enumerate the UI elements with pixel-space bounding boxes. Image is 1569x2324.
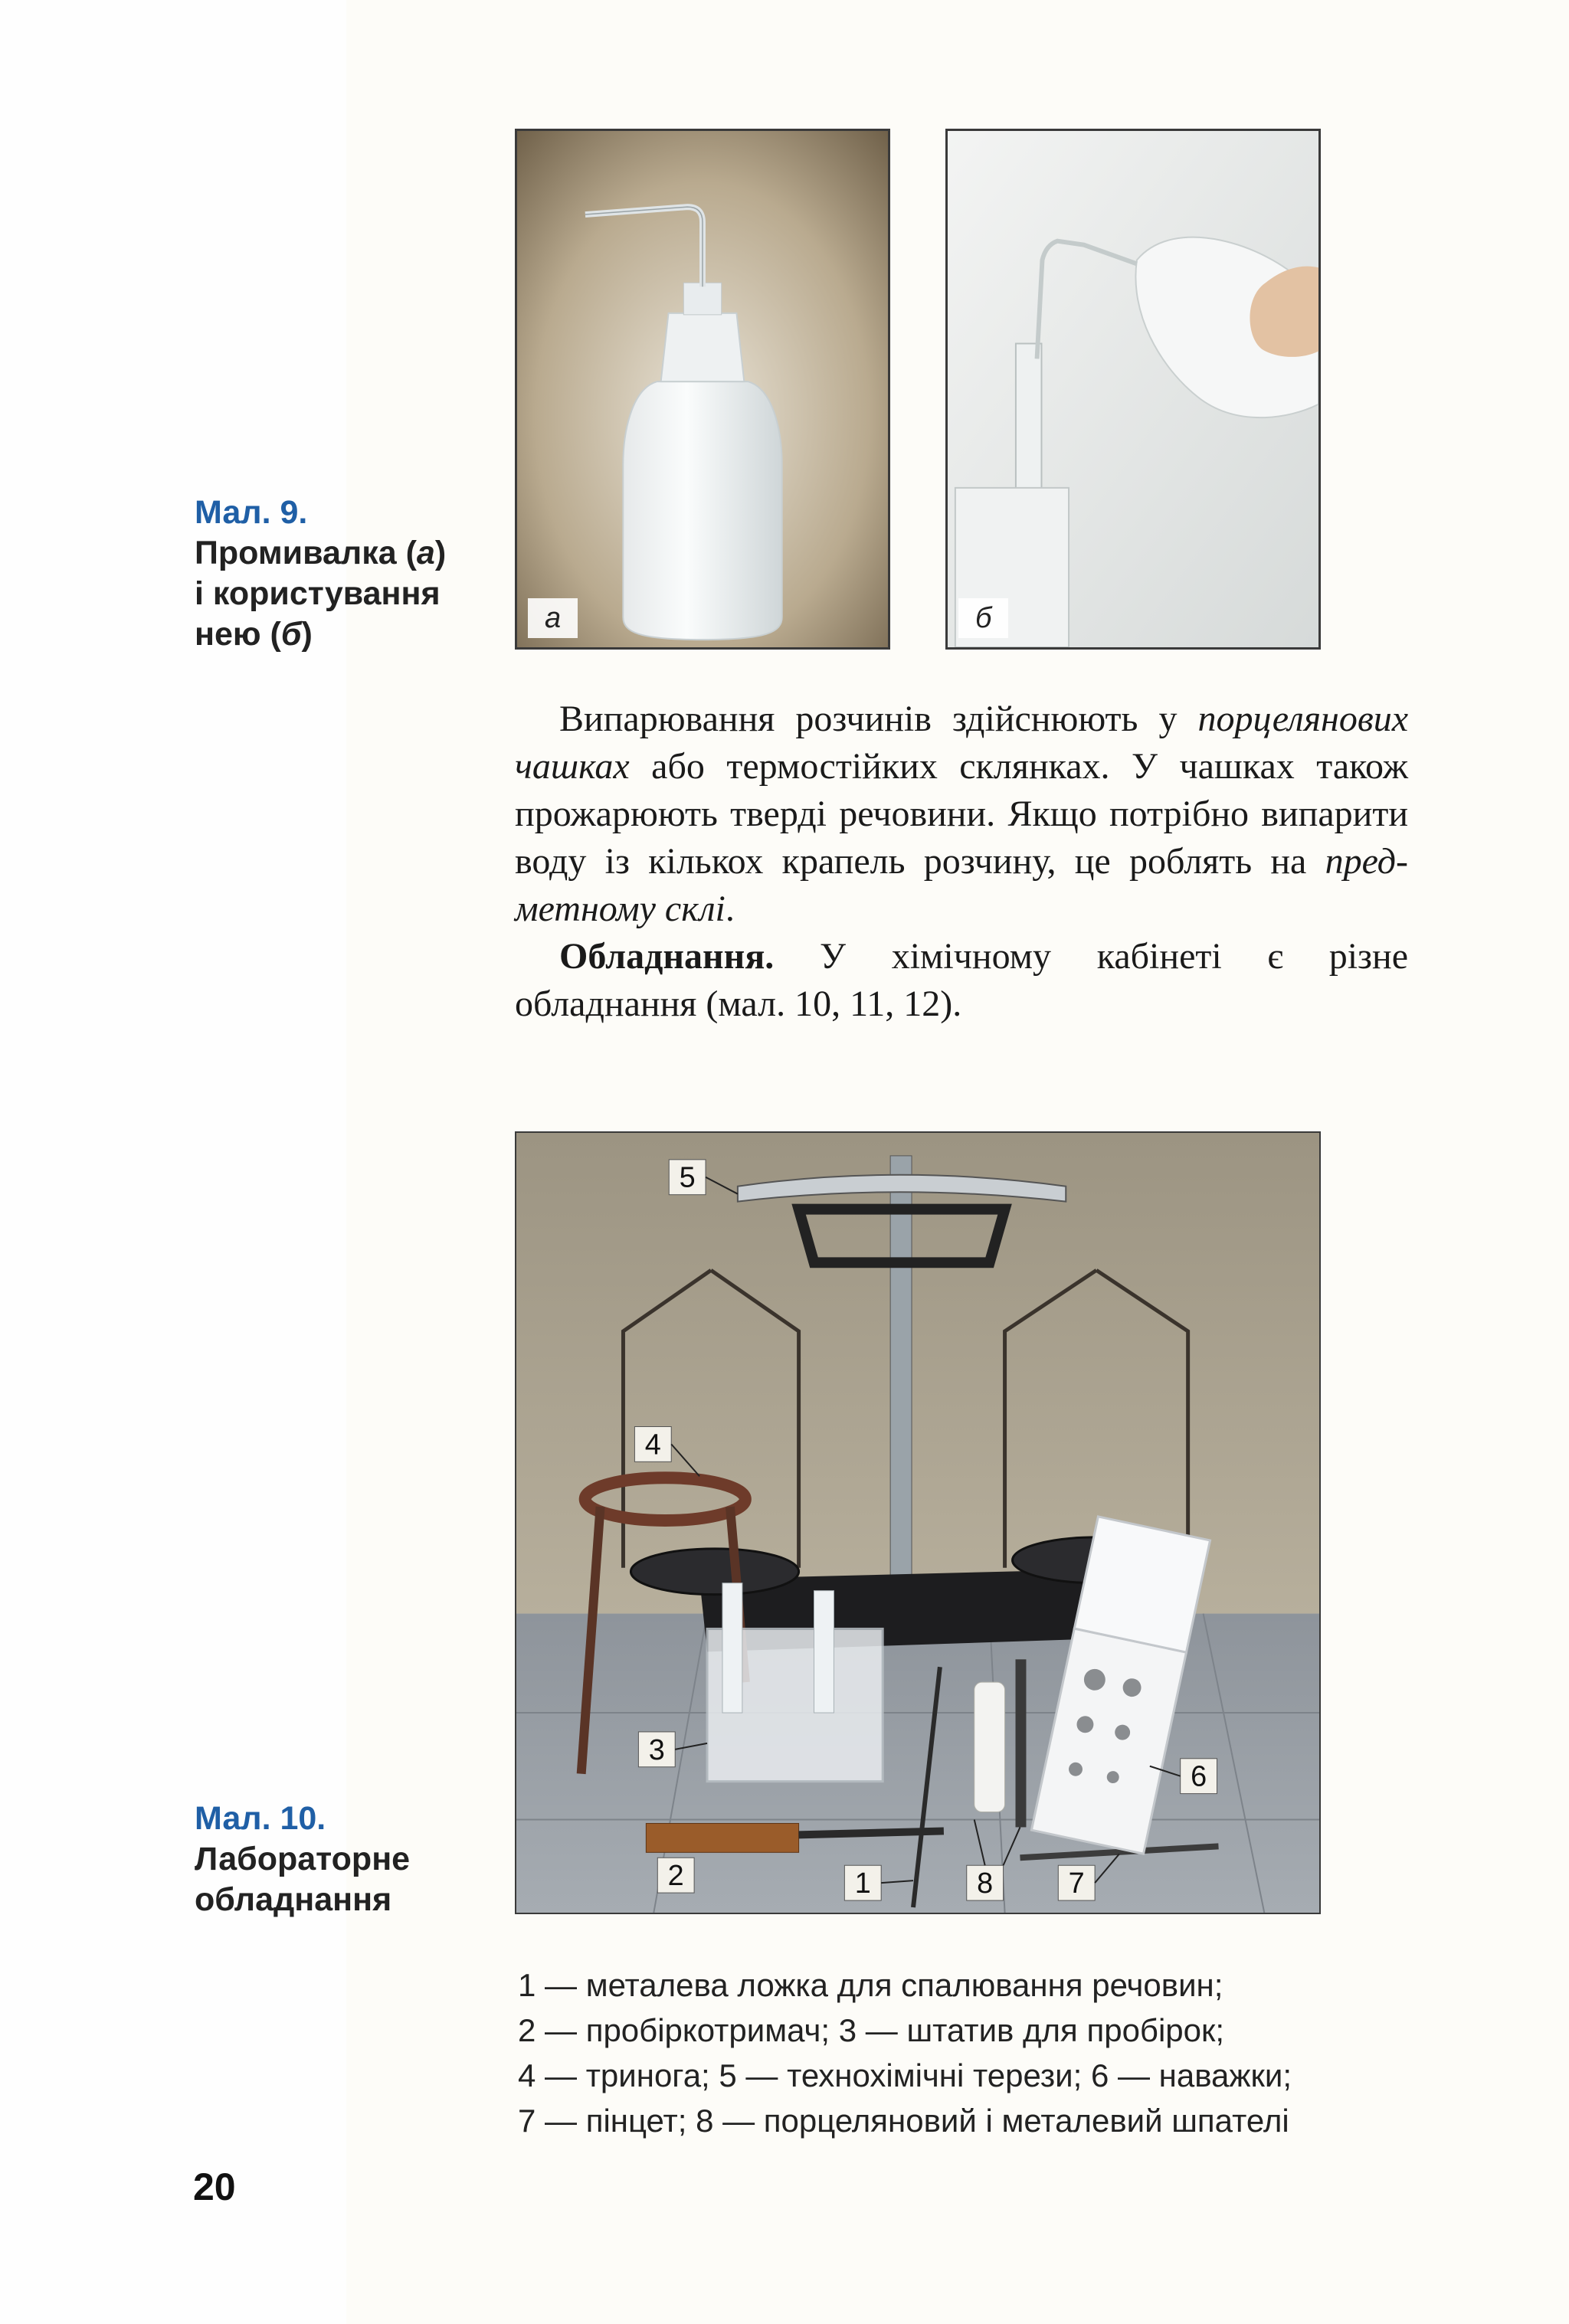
tag-5: 5 [679,1161,696,1194]
tag-2: 2 [667,1860,684,1893]
tag-3: 3 [648,1733,665,1766]
tag-7: 7 [1068,1867,1085,1900]
paragraph-evaporation: Випарювання розчинів здійснюють у порцелянових чашках або термостійких склянках. У чашках також прожарюють тверді речовини. Якщо потрібно випарити воду із кількох крапель розчину, це роблять на предметному склі. [515,699,1408,929]
tag-6: 6 [1191,1760,1207,1793]
fig9-text-line2: і користування [195,575,441,612]
photo-lab-equipment [515,1131,1321,1914]
fig10-caption [195,1799,410,1920]
photo-label-a: а [528,598,578,638]
wash-bottle-illustration [517,131,888,647]
legend-line: 4 — тринога; 5 — технохімічні терези; 6 — наважки; [518,2057,1292,2093]
legend-line: 1 — металева ложка для спалювання речовин; [518,1967,1223,2003]
page-number: 20 [193,2165,236,2208]
tag-1: 1 [854,1867,871,1900]
margin-column [0,0,346,2324]
photo-using-wash-bottle [945,129,1321,650]
photo-wash-bottle [515,129,890,650]
fig9-title: Мал. 9. [195,494,308,531]
tag-4: 4 [644,1429,661,1462]
fig10-text-line1: Лабораторне [195,1841,411,1877]
fig9-text-line1: Промивалка (а) [195,535,447,571]
legend-line: 2 — пробіркотримач; 3 — штатив для пробірок; [518,2012,1225,2048]
tag-8: 8 [977,1867,994,1900]
fig10-text-line2: обладнання [195,1881,392,1918]
lab-equipment-illustration [516,1133,1319,1913]
fig9-caption [195,493,446,655]
legend-line: 7 — пінцет; 8 — порцеляновий і металевий шпателі [518,2103,1289,2139]
pouring-illustration [948,131,1318,647]
fig10-legend [518,1962,1292,2143]
fig10-title: Мал. 10. [195,1800,326,1837]
fig9-text-line3: нею (б) [195,616,313,653]
body-text [515,696,1408,1028]
photo-label-b: б [958,598,1008,638]
paragraph-equipment: Обладнання. У хімічному кабінеті є різне обладнання (мал. 10, 11, 12). [515,936,1408,1024]
